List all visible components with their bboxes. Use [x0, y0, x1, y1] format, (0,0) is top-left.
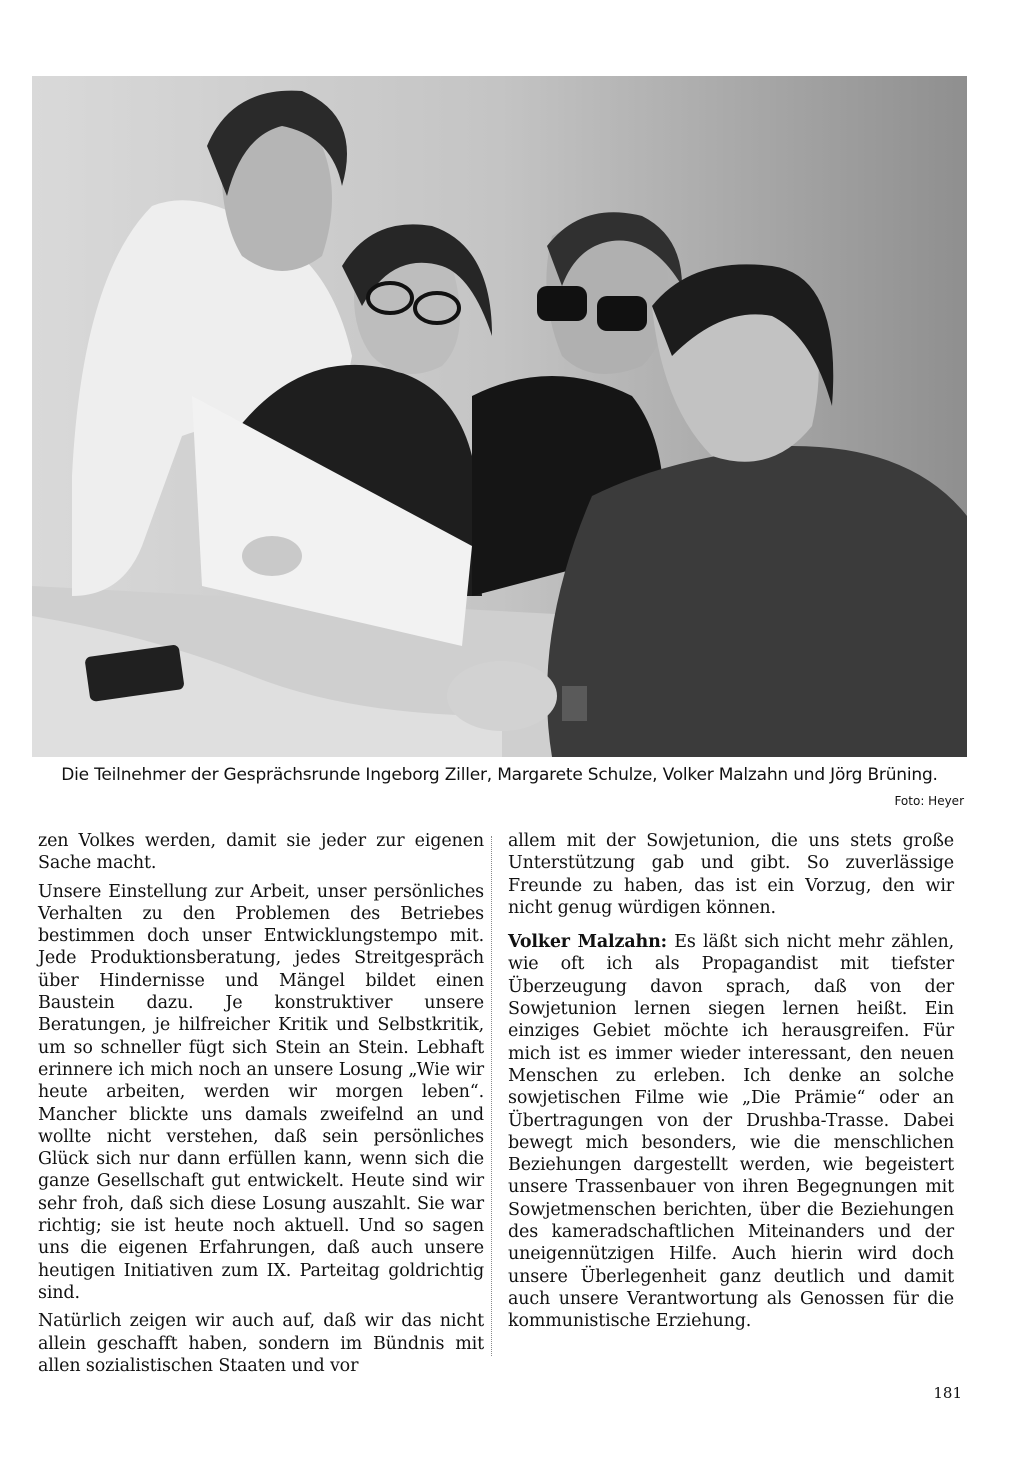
speaker-name: Volker Malzahn: [508, 932, 667, 953]
paragraph: Unsere Einstellung zur Arbeit, unser persönliches Verhalten zu den Problemen des Betriebes bestimmen doch unser Entwicklungstempo mit. Jede Produktionsberatung, jedes Streitgespräch über Hindernisse und Mängel bildet einen Baustein dazu. Je konstruktiver unsere Beratungen, je hilfreicher Kritik und Selbstkritik, um so schneller fügt sich Stein an Stein. Lebhaft erinnere ich mich noch an unsere Losung „Wie wir heute arbeiten, werden wir morgen leben“. Mancher blickte uns damals zweifelnd an und wollte nicht verstehen, daß sein persönliches Glück sich nur dann erfüllen kann, wenn sich die ganze Gesellschaft gut entwickelt. Heute sind wir sehr froh, daß sich diese Losung auszahlt. Sie war richtig; sie ist heute noch aktuell. Und so sagen uns die eigenen Erfahrungen, daß auch unsere heutigen Initiativen zum IX. Parteitag goldrichtig sind. [38, 881, 484, 1303]
column-divider [491, 836, 492, 1356]
photo-illustration [32, 76, 967, 757]
paragraph: allem mit der Sowjetunion, die uns stets große Unterstützung gab und gibt. So zuverlässige Freunde zu haben, das ist ein Vorzug, den wir nicht genug würdigen können. [508, 831, 954, 918]
paragraph-text: Es läßt sich nicht mehr zählen, wie oft ich als Propagandist mit tiefster Überzeugung davon sprach, daß von der Sowjetunion lernen siegen lernen heißt. Ein einziges Gebiet möchte ich herausgreifen. Für mich ist es immer wieder interessant, den neuen Menschen zu erleben. Ich denke an solche sowjetischen Filme wie „Die Prämie“ oder an Übertragungen von der Drushba-Trasse. Dabei bewegt mich besonders, wie die menschlichen Beziehungen dargestellt werden, wie begeistert unsere Trassenbauer von ihren Begegnungen mit Sowjetmenschen berichten, über die Beziehungen des kameradschaftlichen Miteinanders und der uneigennützigen Hilfe. Auch hierin wird doch unsere Überlegenheit ganz deutlich und damit auch unsere Verantwortung als Genossen für die kommunistische Erziehung. [508, 932, 955, 1332]
paragraph: zen Volkes werden, damit sie jeder zur eigenen Sache macht. [38, 831, 484, 874]
paragraph: Natürlich zeigen wir auch auf, daß wir das nicht allein geschafft haben, sondern im Bündnis mit allen sozialistischen Staaten und vor [38, 1311, 484, 1376]
right-column [508, 830, 954, 1339]
group-photo [32, 76, 967, 757]
photo-caption: Die Teilnehmer der Gesprächsrunde Ingeborg Ziller, Margarete Schulze, Volker Malzahn und Jörg Brüning. [61, 765, 938, 785]
photo-credit: Foto: Heyer [894, 794, 964, 808]
left-column [38, 830, 484, 1383]
page-number: 181 [933, 1384, 962, 1402]
paragraph-speaker [508, 931, 954, 1332]
